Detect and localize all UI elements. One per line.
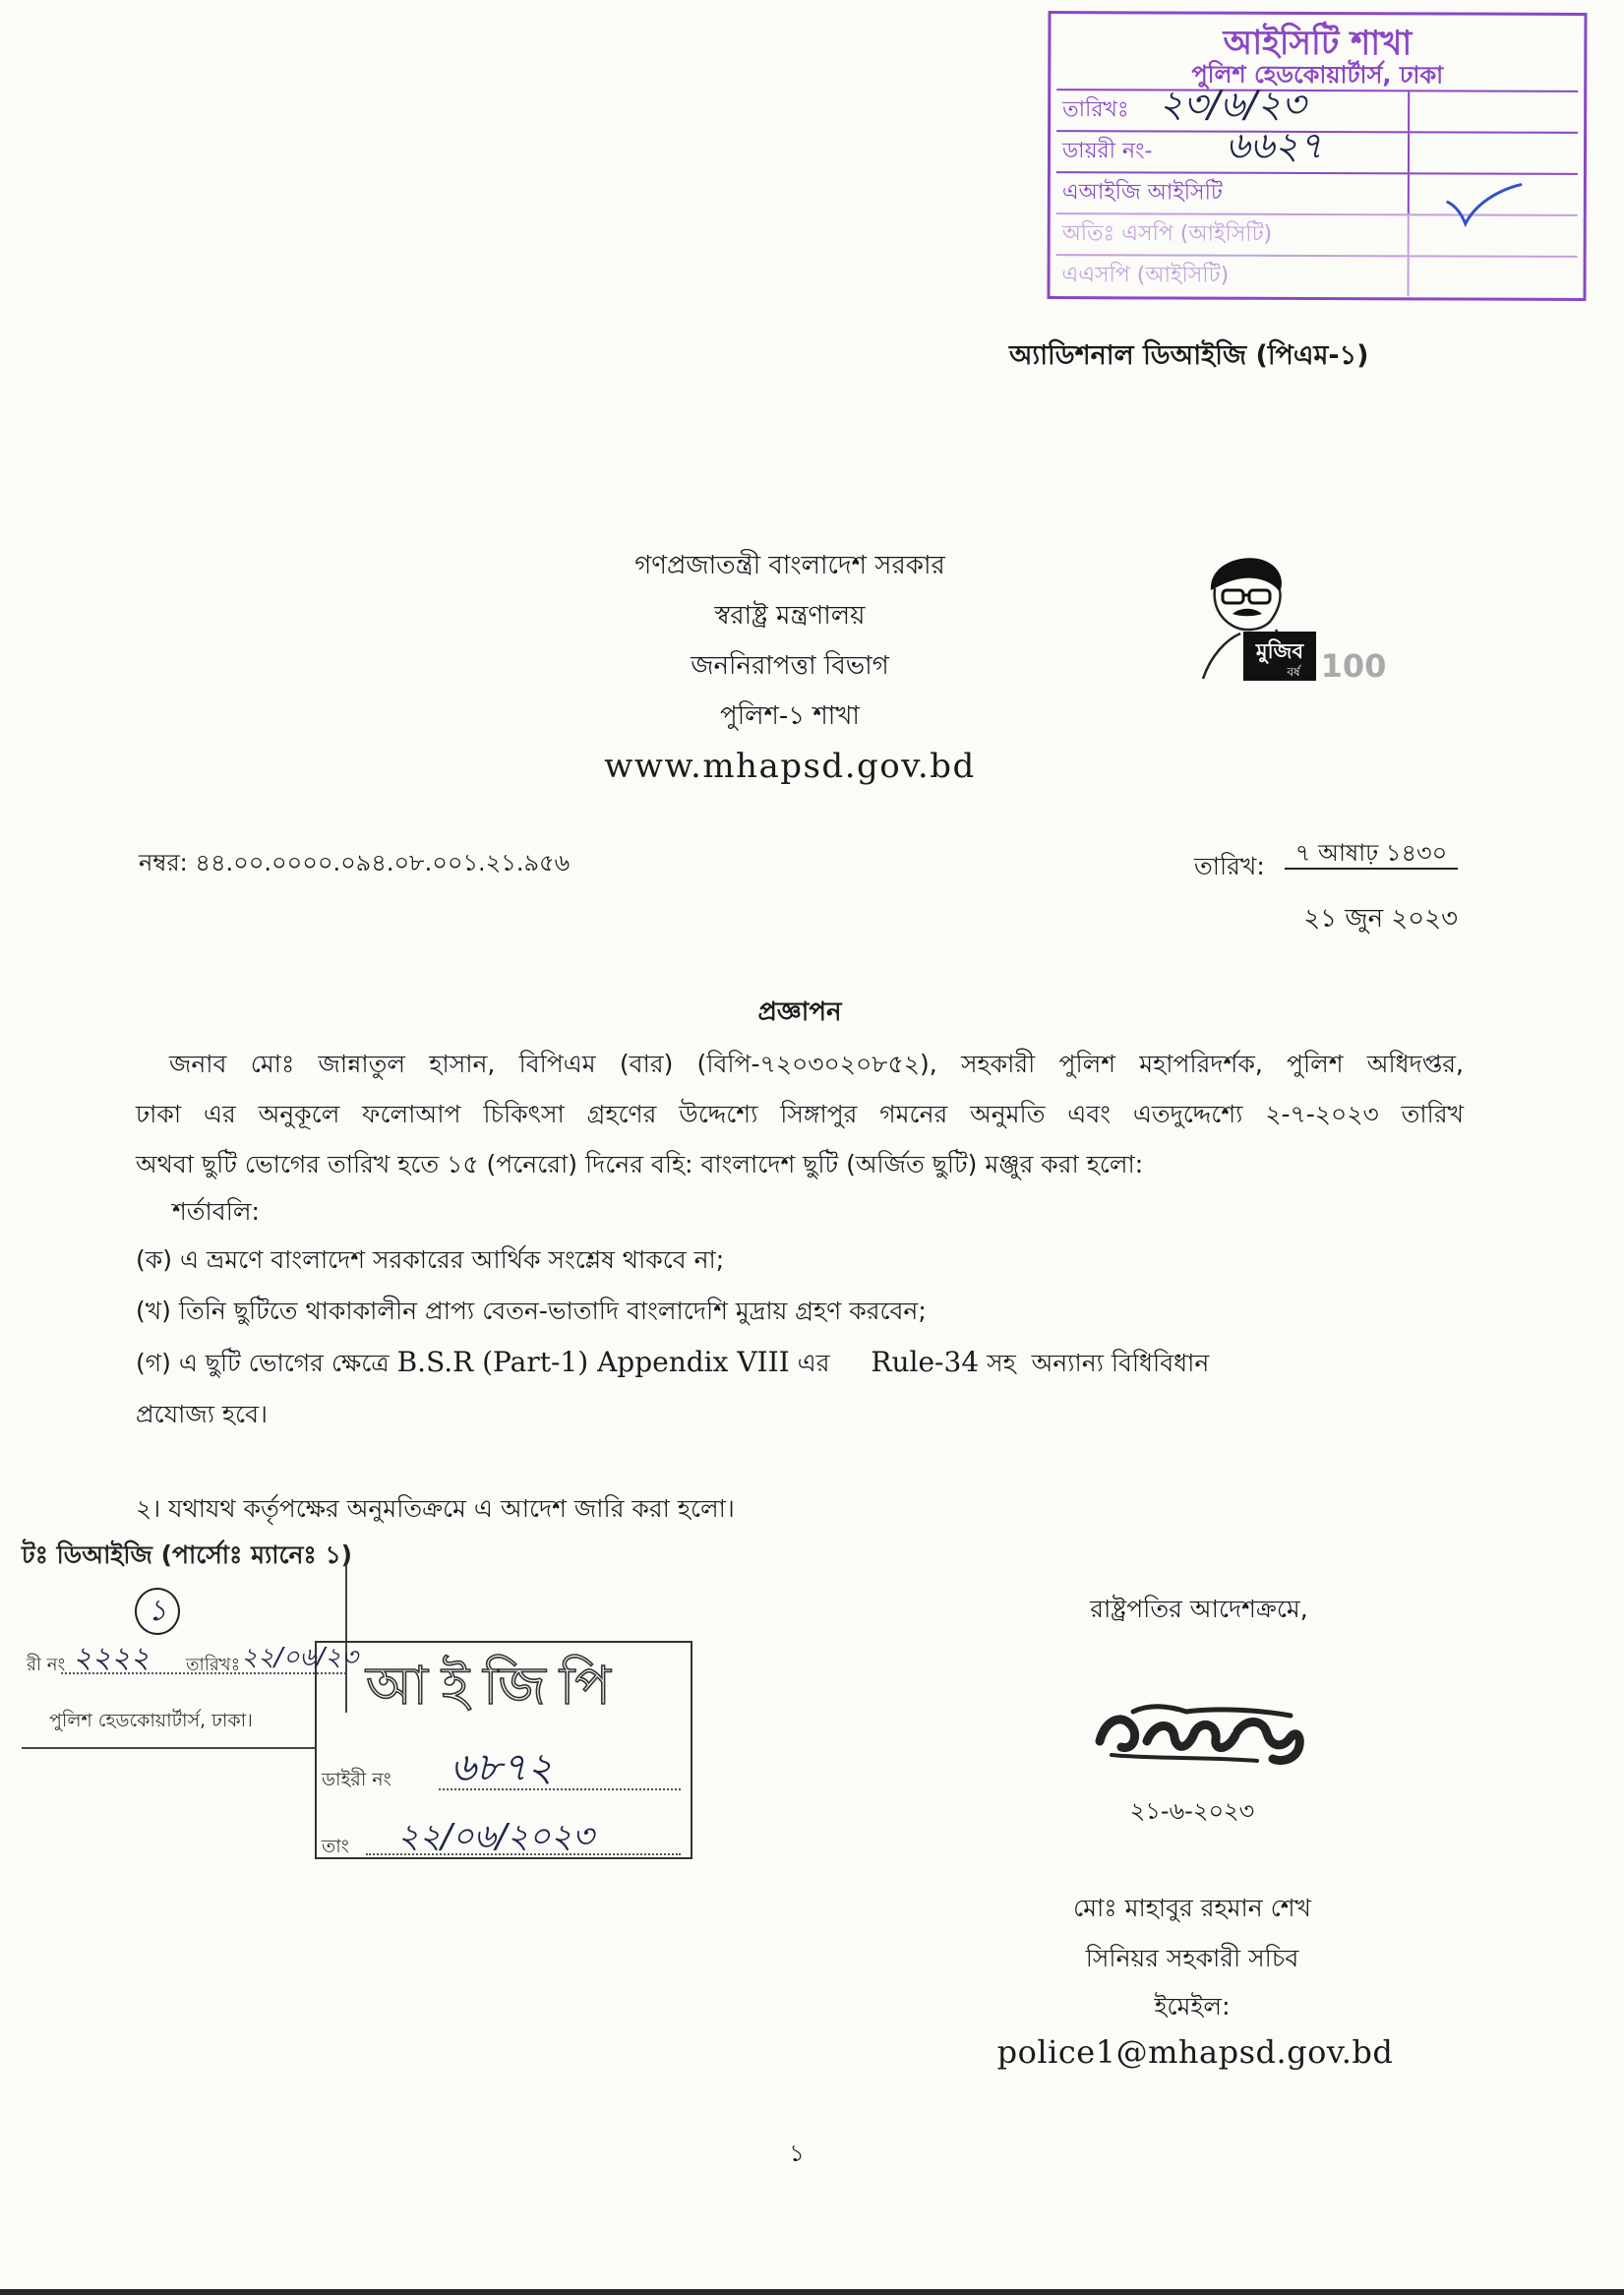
notice-section [136,994,1464,1535]
dig-stamp-date: ২২/০৬/২৩ [241,1643,358,1672]
dig-stamp-office: পুলিশ হেডকোয়ার্টার্স, ঢাকা। [49,1710,253,1731]
dig-stamp-circled-mark: ১ [135,1588,180,1635]
conditions-label: শর্তাবলি: [172,1197,260,1226]
clause-2: ২। যথাযথ কর্তৃপক্ষের অনুমতিক্রমে এ আদেশ জারি করা হলো। [136,1494,735,1523]
ict-asp-label: এএসপি (আইসিটি) [1061,263,1230,288]
reference-number-label: নম্বর: [139,849,188,876]
ict-stamp-subtitle: পুলিশ হেডকোয়ার্টার্স, ঢাকা [1191,60,1444,90]
page-number: ১ [789,2140,805,2167]
ict-aig-label: এআইজি আইসিটি [1061,180,1223,206]
condition-item-c [136,1337,1464,1389]
reference-number-value: ৪৪.০০.০০০০.০৯৪.০৮.০০১.২১.৯৫৬ [195,849,571,876]
letterhead-branch: পুলিশ-১ শাখা [720,701,860,731]
dig-stamp-diary-label: রী নং [27,1655,66,1675]
signatory-name: মোঃ মাহাবুর রহমান শেখ [1073,1894,1311,1922]
igp-stamp-date-label: তাং [322,1836,349,1857]
letterhead-government: গণপ্রজাতন্ত্রী বাংলাদেশ সরকার [634,551,945,580]
letterhead-ministry: স্বরাষ্ট্র মন্ত্রণালয় [714,601,866,631]
ict-date-label: তারিখঃ [1062,97,1129,123]
notice-body [136,1039,1464,1189]
notice-body-line: জনাব মোঃ জান্নাতুল হাসান, বিপিএম (বার) (বিপি-৭২০৩০২০৮৫২), সহকারী পুলিশ মহাপরিদর্শক, পুলিশ অধিদপ্তর, [169,1050,1464,1078]
checkmark-icon [1442,178,1525,229]
dig-stamp-date-label: তারিখঃ [186,1655,241,1675]
igp-stamp-title: আইজিপি [366,1655,625,1717]
letterhead-division: জননিরাপত্তা বিভাগ [691,651,889,681]
letterhead [446,541,1134,791]
condition-c-continuation: প্রযোজ্য হবে। [136,1400,268,1428]
igp-stamp-diary-number: ৬৮৭২ [451,1745,553,1790]
dig-stamp-title: টঃ ডিআইজি (পার্সোঃ ম্যানেঃ ১) [22,1540,353,1569]
order-line: রাষ্ট্রপতির আদেশক্রমে, [1090,1595,1308,1623]
condition-item: (ক) এ ভ্রমণে বাংলাদেশ সরকারের আর্থিক সংশ্লেষ থাকবে না; [136,1245,725,1274]
notice-title: প্রজ্ঞাপন [757,997,842,1027]
reference-number [139,848,570,877]
mujib-year-logo [1199,553,1390,681]
scan-edge [0,2289,1624,2295]
ict-stamp-row-asp [1056,254,1578,297]
notice-body-line: ঢাকা এর অনুকূলে ফলোআপ চিকিৎসা গ্রহণের উদ্দেশ্যে সিঙ্গাপুর গমনের অনুমতি এবং এতদুদ্দেশ্যে ২-৭-২০২৩ তারিখ [136,1100,1464,1128]
notice-body-line: অথবা ছুটি ভোগের তারিখ হতে ১৫ (পনেরো) দিনের বহি: বাংলাদেশ ছুটি (অর্জিত ছুটি) মঞ্জুর করা হলো: [136,1150,1144,1178]
ict-diary-label: ডায়রী নং- [1061,139,1153,164]
logo-text-100: 100 [1320,647,1387,681]
condition-c-suffix: সহ অন্যান্য বিধিবিধান [987,1349,1210,1377]
dig-stamp-diary-number: ২২২২ [73,1641,150,1675]
ict-diary-handwritten: ৬৬২৭ [1225,123,1323,168]
logo-text-mujib: মুজিব [1255,639,1304,663]
ict-stamp-title: আইসিটি শাখা [1223,23,1413,64]
signatory-designation: সিনিয়র সহকারী সচিব [1085,1944,1299,1972]
date-label: তারিখ: [1194,852,1265,880]
letterhead-website: www.mhapsd.gov.bd [604,747,976,786]
signature [1090,1690,1311,1774]
igp-stamp-date: ২২/০৬/২০২৩ [397,1817,594,1856]
igp-stamp-diary-label: ডাইরী নং [322,1769,391,1790]
ict-addl-sp-label: অতিঃ এসপি (আইসিটি) [1061,221,1273,247]
date-gregorian: ২১ জুন ২০২৩ [1303,904,1458,934]
date-bangla: ৭ আষাঢ় ১৪৩০ [1285,838,1458,870]
condition-c-rule-no: Rule-34 [871,1346,980,1378]
condition-item: (খ) তিনি ছুটিতে থাকাকালীন প্রাপ্য বেতন-ভাতাদি বাংলাদেশি মুদ্রায় গ্রহণ করবেন; [136,1297,927,1325]
logo-text-year: বর্ষ [1287,665,1300,679]
ict-branch-stamp [1047,11,1587,301]
signatory-email: police1@mhapsd.gov.bd [996,2033,1394,2071]
condition-c-joiner: এর [797,1349,830,1377]
condition-c-prefix: (গ) এ ছুটি ভোগের ক্ষেত্রে [136,1349,390,1377]
signatory-email-label: ইমেইল: [1154,1992,1231,2021]
dig-stamp-baseline [22,1747,315,1749]
forwarding-note: অ্যাডিশনাল ডিআইজি (পিএম-১) [1009,340,1369,371]
ict-date-handwritten: ২৩/৬/২৩ [1159,82,1306,126]
signature-date: ২১-৬-২০২৩ [1129,1797,1255,1825]
ict-stamp-row-diary [1056,123,1578,173]
condition-c-rule-ref: B.S.R (Part-1) Appendix VIII [396,1346,790,1378]
